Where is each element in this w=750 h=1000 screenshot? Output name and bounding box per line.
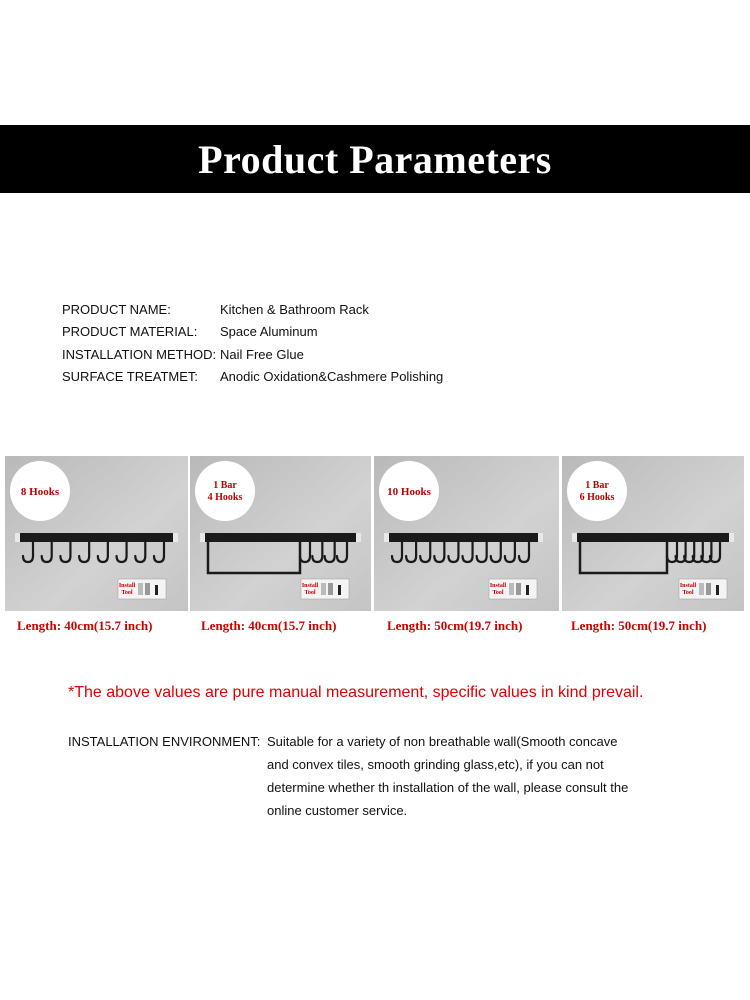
glue-bottle-icon	[321, 583, 326, 595]
glue-bottle-icon	[138, 583, 143, 595]
environment-line: Suitable for a variety of non breathable wall(Smooth concave	[267, 734, 618, 749]
glue-bottle-icon	[509, 583, 514, 595]
length-label: Length: 50cm(19.7 inch)	[571, 618, 707, 633]
parameter-row	[62, 298, 443, 321]
glue-bottle-icon	[516, 583, 521, 595]
parameter-row	[62, 343, 443, 366]
product-image-8-hooks	[5, 456, 188, 611]
product-image-10-hooks	[374, 456, 559, 611]
tool-icon	[155, 585, 158, 595]
rack-bar	[15, 533, 178, 542]
end-cap	[384, 533, 389, 542]
end-cap	[729, 533, 734, 542]
measurement-note: *The above values are pure manual measurement, specific values in kind prevail.	[68, 684, 644, 701]
install-tool-text: Install	[301, 583, 319, 589]
end-cap	[356, 533, 361, 542]
parameter-table	[62, 298, 443, 388]
installation-environment	[68, 734, 647, 822]
product-illustration	[5, 456, 188, 611]
install-tool-text: Tool	[492, 590, 504, 596]
badge-text: 10 Hooks	[387, 486, 431, 498]
parameter-row	[62, 366, 443, 389]
parameter-value: Space Aluminum	[220, 324, 318, 340]
product-illustration	[190, 456, 371, 611]
end-cap	[200, 533, 205, 542]
install-tool-text: Tool	[682, 590, 694, 596]
product-image-1-bar-6-hooks	[562, 456, 744, 611]
product-image-1-bar-4-hooks	[190, 456, 371, 611]
tool-icon	[526, 585, 529, 595]
glue-bottle-icon	[145, 583, 150, 595]
badge-text: 1 Bar	[213, 480, 237, 491]
length-label: Length: 50cm(19.7 inch)	[387, 618, 523, 633]
install-tool-text: Install	[489, 583, 507, 589]
environment-line: determine whether th installation of the wall, please consult the	[267, 780, 629, 795]
length-label: Length: 40cm(15.7 inch)	[17, 618, 153, 633]
environment-line: and convex tiles, smooth grinding glass,etc), if you can not	[267, 757, 604, 772]
end-cap	[572, 533, 577, 542]
install-tool-text: Tool	[304, 590, 316, 596]
badge-text: 4 Hooks	[207, 492, 243, 503]
parameter-value: Kitchen & Bathroom Rack	[220, 301, 369, 317]
tool-icon	[716, 585, 719, 595]
parameter-label: PRODUCT MATERIAL:	[62, 324, 198, 340]
parameter-value: Nail Free Glue	[220, 346, 304, 362]
install-tool-text: Install	[679, 583, 697, 589]
rack-bar	[384, 533, 543, 542]
install-tool-text: Tool	[121, 590, 133, 596]
rack-bar	[572, 533, 734, 542]
tool-icon	[338, 585, 341, 595]
rack-bar	[200, 533, 361, 542]
parameter-label: INSTALLATION METHOD:	[62, 346, 217, 362]
glue-bottle-icon	[699, 583, 704, 595]
environment-text	[267, 730, 647, 822]
end-cap	[173, 533, 178, 542]
parameter-label: SURFACE TREATMET:	[62, 369, 199, 385]
parameter-row	[62, 321, 443, 344]
badge-text: 8 Hooks	[20, 486, 60, 498]
environment-line: online customer service.	[267, 803, 408, 818]
product-illustration	[374, 456, 559, 611]
page-title: Product Parameters	[198, 136, 552, 182]
badge-text: 1 Bar	[585, 480, 609, 491]
end-cap	[538, 533, 543, 542]
parameter-label: PRODUCT NAME:	[62, 301, 171, 317]
badge-circle	[195, 461, 255, 521]
product-illustration	[562, 456, 744, 611]
badge-circle	[567, 461, 627, 521]
end-cap	[15, 533, 20, 542]
environment-label: INSTALLATION ENVIRONMENT:	[68, 734, 261, 749]
parameter-value: Anodic Oxidation&Cashmere Polishing	[220, 369, 444, 385]
glue-bottle-icon	[706, 583, 711, 595]
install-tool-text: Install	[118, 583, 136, 589]
length-label: Length: 40cm(15.7 inch)	[201, 618, 337, 633]
title-banner	[0, 125, 750, 193]
glue-bottle-icon	[328, 583, 333, 595]
badge-text: 6 Hooks	[579, 492, 615, 503]
